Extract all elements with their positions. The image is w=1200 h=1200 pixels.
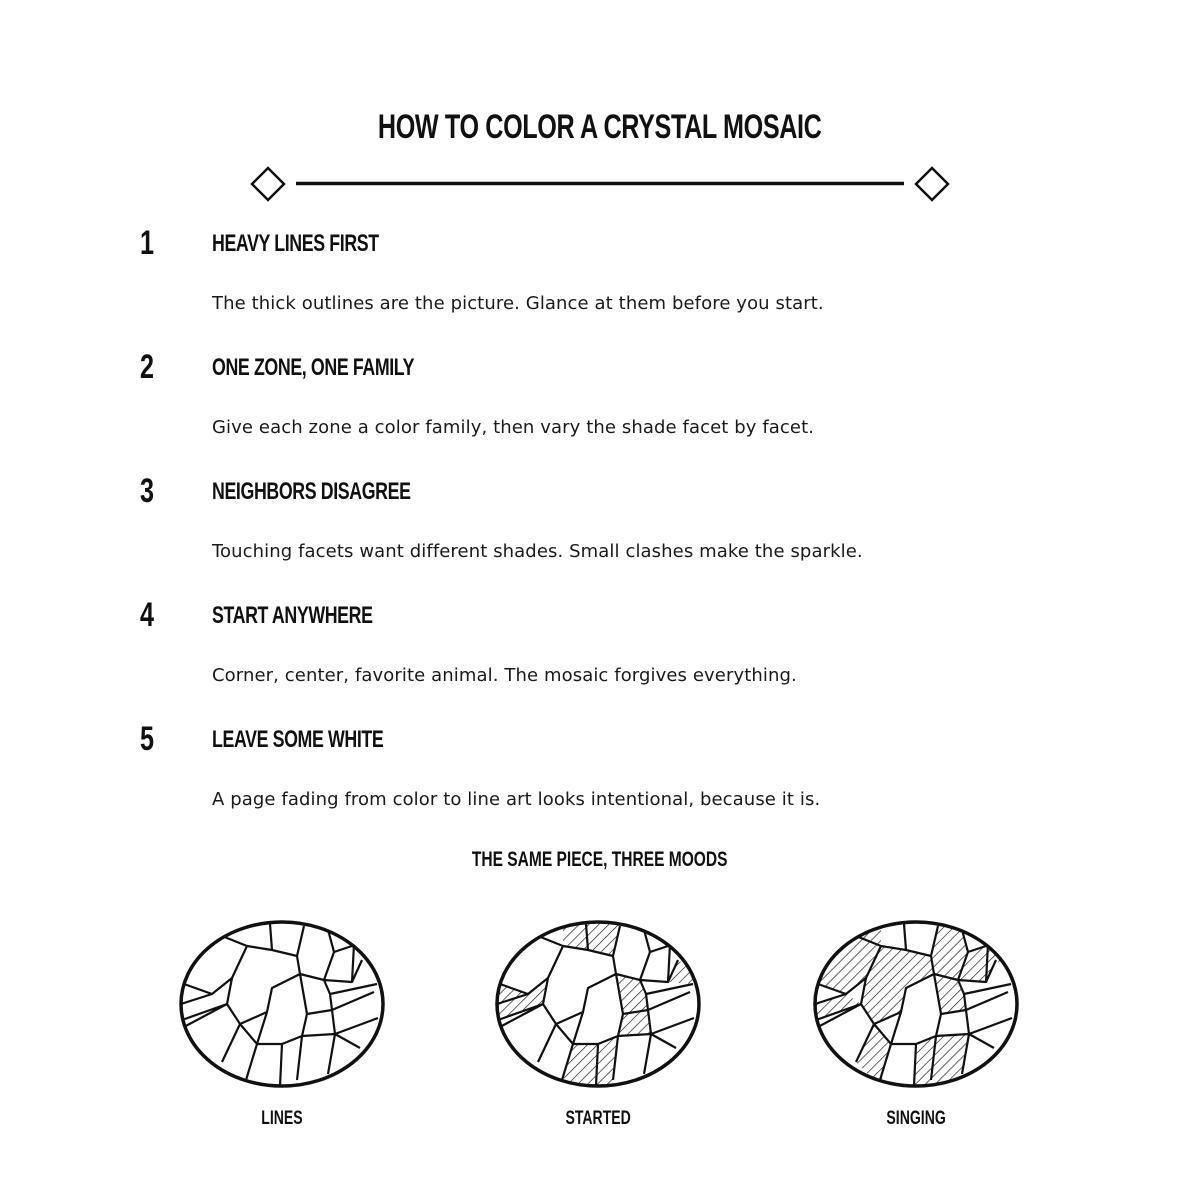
title-divider — [248, 164, 952, 204]
step-heading: LEAVE SOME WHITE — [212, 726, 384, 753]
mosaic-singing — [815, 922, 1017, 1086]
step-heading: HEAVY LINES FIRST — [212, 230, 379, 257]
step-heading: START ANYWHERE — [212, 602, 373, 629]
page-title-text: HOW TO COLOR A CRYSTAL MOSAIC — [378, 108, 822, 146]
step-4 — [0, 596, 1200, 706]
step-1 — [0, 224, 1200, 334]
mood-label-text: STARTED — [565, 1108, 631, 1129]
step-number: 2 — [140, 348, 155, 386]
step-2 — [0, 348, 1200, 458]
mood-label-started — [498, 1108, 698, 1130]
step-body: A page fading from color to line art looks intentional, because it is. — [212, 789, 821, 810]
mood-label-text: LINES — [261, 1108, 303, 1129]
page-title — [0, 108, 1200, 147]
mood-label-text: SINGING — [886, 1108, 946, 1129]
step-heading: ONE ZONE, ONE FAMILY — [212, 354, 415, 381]
moods-heading — [0, 848, 1200, 872]
step-body: Touching facets want different shades. Small clashes make the sparkle. — [212, 541, 863, 562]
step-number: 1 — [140, 224, 155, 262]
mosaic-lines — [181, 922, 383, 1086]
step-number: 3 — [140, 472, 155, 510]
mood-label-singing — [816, 1108, 1016, 1130]
step-body: Corner, center, favorite animal. The mosaic forgives everything. — [212, 665, 797, 686]
left-diamond-icon — [252, 168, 284, 200]
step-body: The thick outlines are the picture. Glance at them before you start. — [212, 293, 824, 314]
step-number: 4 — [140, 596, 155, 634]
moods-heading-text: THE SAME PIECE, THREE MOODS — [472, 848, 728, 871]
step-number: 5 — [140, 720, 155, 758]
step-5 — [0, 720, 1200, 830]
step-heading: NEIGHBORS DISAGREE — [212, 478, 411, 505]
right-diamond-icon — [916, 168, 948, 200]
mood-illustrations — [0, 918, 1200, 1098]
mood-label-lines — [182, 1108, 382, 1130]
mosaic-started — [497, 922, 699, 1086]
step-3 — [0, 472, 1200, 582]
step-body: Give each zone a color family, then vary the shade facet by facet. — [212, 417, 815, 438]
